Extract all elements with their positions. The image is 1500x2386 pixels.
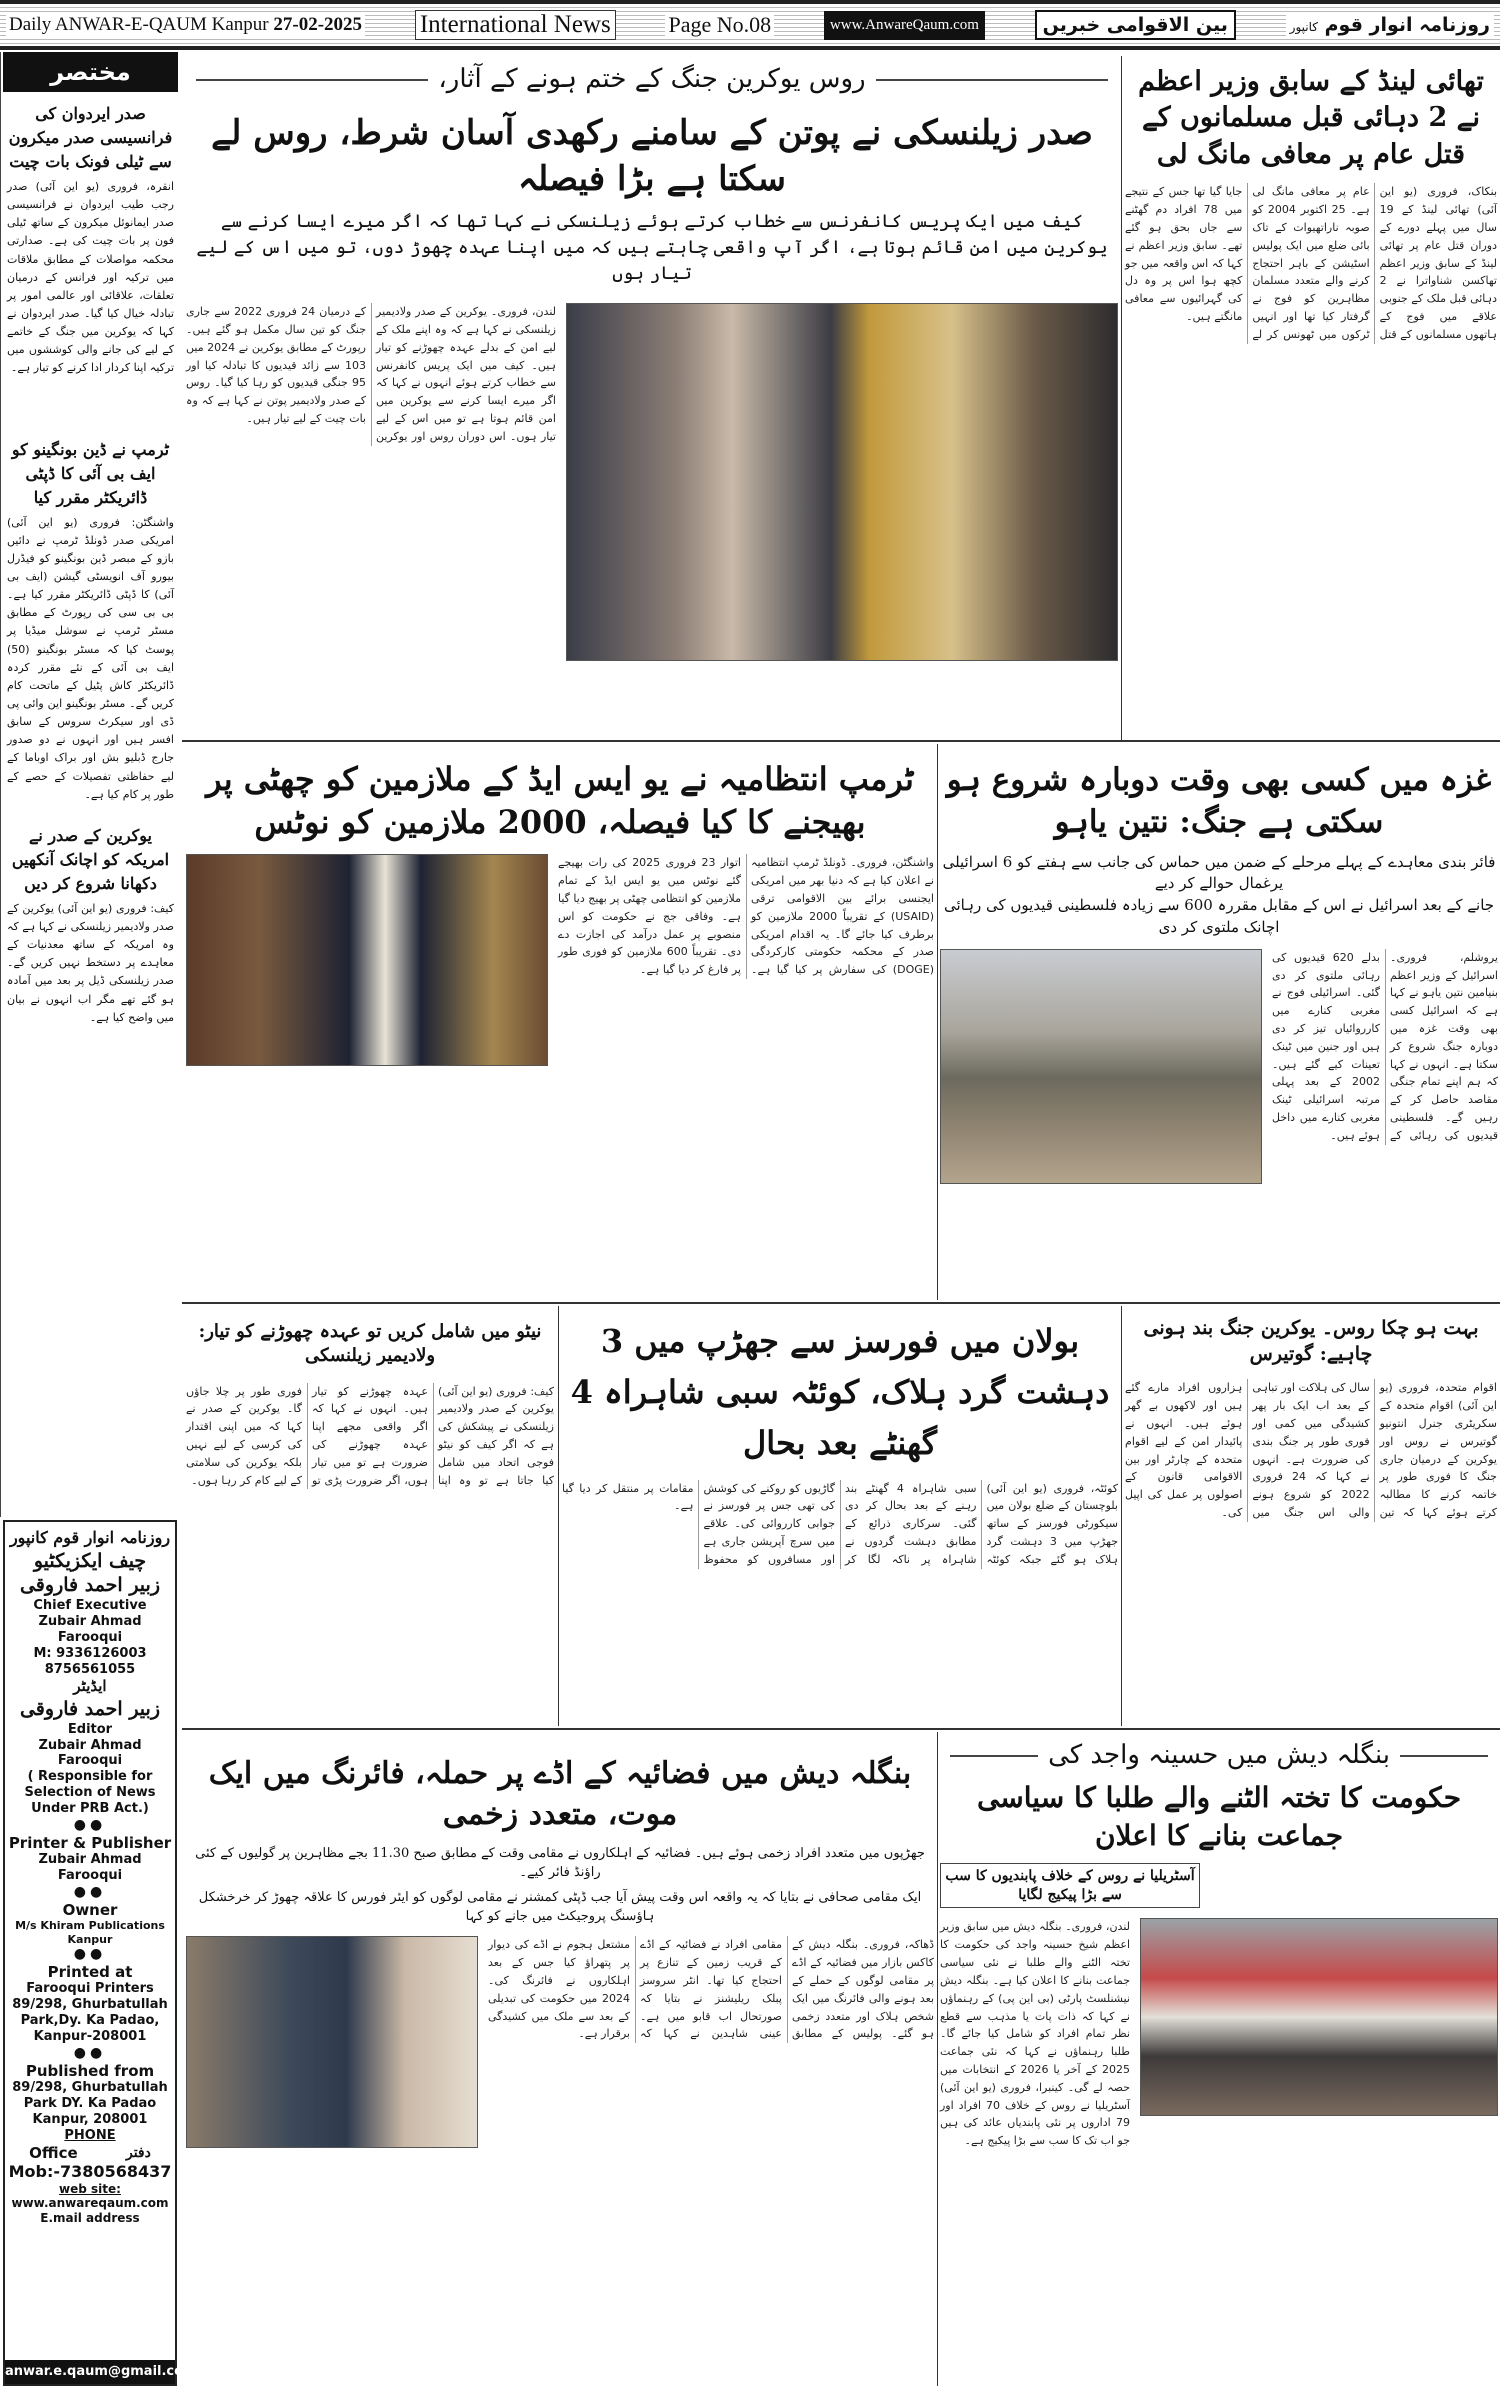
published-label: Published from <box>25 2061 155 2080</box>
column-divider <box>558 1306 559 1726</box>
editor-label: Editor <box>67 1721 113 1737</box>
subheadline-australia: آسٹریلیا نے روس کے خلاف پابندیوں کا سب سے بڑا پیکیج لگایا <box>940 1863 1200 1909</box>
divider-dots: ●● <box>73 1946 107 1963</box>
article-body: لندن، فروری۔ بنگلہ دیش میں سابق وزیر اعظم شیخ حسینہ واجد کی حکومت کا تختہ الٹنے والے طلبا نے نئی سیاسی جماعت بنانے کا اعلان کیا ہے۔ بنگلہ دیش نیشنلسٹ پارٹی (بی این پی) کے رہنماؤں نے کہا کہ ذات پات یا مذہب سے قطع نظر تمام افراد کو شامل کیا جائے گا۔ طلبا رہنماؤں نے کہا کہ نئی جماعت 2025 کے آخر یا 2026 کے انتخابات میں حصہ لے گی۔ کینبرا، فروری (یو این آئی) آسٹریلیا نے روس کے خلاف 70 افراد اور 79 اداروں پر نئی پابندیاں عائد کی ہیں جو اب تک کا سب سے بڑا پیکیج ہے۔ <box>940 1920 1130 2148</box>
brief-headline: یوکرین کے صدر نے امریکہ کو اچانک آنکھیں دکھانا شروع کر دیں <box>11 825 170 893</box>
article-body: بنکاک، فروری (یو این آئی) تھائی لینڈ کے 19 سال میں پہلے دورے کے دوران قتل عام پر تھائی لینڈ کے سابق وزیر اعظم تھاکسن شناواترا نے 2 دہائی قبل ملک کے جنوبی علاقے میں فوج کے ہاتھوں مسلمانوں کے قتل عام پر معافی مانگ لی ہے۔ 25 اکتوبر 2004 کو صوبہ ناراتھیوات کے تاک بائی ضلع میں ایک پولیس اسٹیشن کے باہر احتجاج کرنے والے متعدد مسلمان مظاہرین کو فوج نے گرفتار کیا تھا اور انہیں ٹرکوں میں ٹھونس کر لے جایا گیا تھا جس کے نتیجے میں 78 افراد دم گھٹنے سے جاں بحق ہو گئے تھے۔ سابق وزیر اعظم نے کہا کہ اس واقعہ میں جو کچھ ہوا اس پر وہ دل کی گہرائیوں سے معافی مانگتے ہیں۔ <box>1125 185 1497 341</box>
masthead <box>0 0 1500 50</box>
web-link[interactable]: www.anwareqaum.com <box>11 2196 169 2211</box>
article-bangladesh-airbase <box>186 1732 934 2148</box>
subheadline: فائر بندی معاہدے کے پہلے مرحلے کے ضمن میں حماس کی جانب سے ہفتے کو 6 اسرائیلی یرغمال حوالے کر دیے <box>942 852 1496 893</box>
article-body: یروشلم، فروری۔ اسرائیل کے وزیر اعظم بنیامین نتین یاہو نے کہا ہے کہ اسرائیل کسی بھی وقت غزہ میں دوبارہ جنگ شروع کر سکتا ہے۔ انہوں نے کہا کہ ہم اپنے تمام جنگی مقاصد حاصل کر کے رہیں گے۔ فلسطینی قیدیوں کی رہائی کے بدلے 620 قیدیوں کی رہائی ملتوی کر دی گئی۔ اسرائیلی فوج نے مغربی کنارے میں کارروائیاں تیز کر دی ہیں اور جنین میں ٹینک تعینات کیے گئے ہیں۔ 2002 کے بعد پہلی مرتبہ اسرائیلی ٹینک مغربی کنارے میں داخل ہوئے ہیں۔ <box>1272 950 1498 1142</box>
brief-item <box>1 102 180 378</box>
section-title-urdu: بین الاقوامی خبریں <box>1035 10 1236 40</box>
headline: نیٹو میں شامل کریں تو عہدہ چھوڑنے کو تیار: ولادیمیر زیلنسکی <box>198 1321 542 1367</box>
article-bolan <box>562 1306 1118 1569</box>
column-divider <box>1121 56 1122 740</box>
headline: بنگلہ دیش میں فضائیہ کے اڈے پر حملہ، فائرنگ میں ایک موت، متعدد زخمی <box>208 1756 912 1832</box>
subheadline: ایک مقامی صحافی نے بتایا کہ یہ واقعہ اس وقت پیش آیا جب ڈپٹی کمشنر نے مقامی لوگوں کو ایئر فورس کا علاقہ چھوڑ کر خرخشکل ہاؤسنگ پروجیکٹ میں جانے کو کہا <box>198 1889 922 1924</box>
printed-label: Printed at <box>47 1963 133 1982</box>
office-label: Office <box>29 2143 78 2162</box>
column-divider <box>1121 1306 1122 1726</box>
ce-label: Chief Executive <box>33 1598 147 1614</box>
published-address: 89/298, Ghurbatullah Park DY. Ka Padao Kanpur, 208001 <box>12 2080 168 2127</box>
headline: ٹرمپ انتظامیہ نے یو ایس ایڈ کے ملازمین کو چھٹی پر بھیجنے کا کیا فیصلہ، 2000 ملازمین کو نوٹس <box>206 760 914 842</box>
photo-putin-zelensky <box>566 303 1118 661</box>
row-divider <box>182 1728 1500 1730</box>
headline: حکومت کا تختہ الٹنے والے طلبا کا سیاسی جماعت بنانے کا اعلان <box>976 1781 1462 1852</box>
ce-urdu: چیف ایکزیکٹیو <box>33 1549 147 1572</box>
headline: بہت ہو چکا روس۔ یوکرین جنگ بند ہونی چاہیے: گوتیرس <box>1143 1317 1479 1365</box>
phone-label: PHONE <box>64 2127 116 2143</box>
article-body: کیف: فروری (یو این آئی) یوکرین کے صدر ولادیمیر زیلنسکی نے پیشکش کی ہے کہ اگر کیف کو نیٹو فوجی اتحاد میں شامل کیا جاتا ہے تو وہ اپنا عہدہ چھوڑنے کو تیار ہیں۔ انہوں نے کہا کہ اگر واقعی مجھے اپنا عہدہ چھوڑنے کی ضرورت ہے تو میں تیار ہوں، اگر ضرورت پڑی تو فوری طور پر چلا جاؤں گا۔ یوکرین کے صدر نے کہا کہ میں اپنی اقتدار کی کرسی کے لیے نہیں بلکہ یوکرین کی سلامتی کے لیے کام کر رہا ہوں۔ <box>186 1384 554 1487</box>
row-divider <box>182 1302 1500 1304</box>
email-link[interactable]: anwar.e.qaum@gmail.com <box>5 2360 175 2384</box>
divider-dots: ●● <box>73 1816 107 1833</box>
article-usaid <box>186 744 934 1066</box>
article-nato-zelensky <box>186 1306 554 1489</box>
mobile-2: 8756561055 <box>44 1661 136 1677</box>
subheadline: جھڑپوں میں متعدد افراد زخمی ہوئے ہیں۔ فضائیہ کے اہلکاروں نے مقامی وقت کے مطابق صبح 11.30 بجے مظاہرین پر گولیوں کے کئی راؤنڈ فائر کیے۔ <box>195 1846 925 1880</box>
printer-name: Farooqui Printers <box>26 1981 154 1997</box>
ce-name: Zubair Ahmad Farooqui <box>38 1614 142 1645</box>
brief-body: کیف: فروری (یو این آئی) یوکرین کے صدر ولادیمیر زیلنسکی نے کہا ہے کہ وہ امریکہ کے ساتھ معدنیات کے معاہدے پر دستخط نہیں کریں گے۔ صدر زیلنسکی ڈیل پر بعد میں آمادہ ہو گئے تھے مگر اب انہوں نے بیان میں واضح کیا ہے۔ <box>7 901 174 1024</box>
article-thailand <box>1125 56 1497 344</box>
editor-name-urdu: زبیر احمد فاروقی <box>19 1697 161 1720</box>
row-divider <box>182 740 1500 742</box>
article-body: واشنگٹن، فروری۔ ڈونلڈ ٹرمپ انتظامیہ نے اعلان کیا ہے کہ دنیا بھر میں امریکی ایجنسی برائے بین الاقوامی ترقی (USAID) کے تقریباً 2000 ملازمین کو برطرف کیا جائے گا۔ یہ اقدام امریکی صدر کے محکمہ حکومتی کارکردگی (DOGE) کی سفارش پر کیا گیا ہے۔ اتوار 23 فروری 2025 کی رات بھیجے گئے نوٹس میں یو ایس ایڈ کے تمام ملازمین کو انتظامی چھٹی پر بھیج دیا گیا ہے۔ وفاقی جج نے حکومت کو اس منصوبے پر عمل درآمد کی اجازت دے دی۔ تقریباً 600 ملازمین کو فوری طور پر فارغ کر دیا گیا ہے۔ <box>558 856 934 977</box>
issue-date: 27-02-2025 <box>273 14 363 35</box>
article-gaza <box>940 744 1498 1184</box>
article-body: کوئٹہ، فروری (یو این آئی) بلوچستان کے ضلع بولان میں سیکورٹی فورسز کے ساتھ جھڑپ میں 3 دہشت گرد ہلاک ہو گئے جبکہ کوئٹہ سبی شاہراہ 4 گھنٹے بند رہنے کے بعد بحال کر دی گئی۔ سرکاری ذرائع کے مطابق دہشت گردوں نے شاہراہ پر ناکہ لگا کر گاڑیوں کو روکنے کی کوشش کی تھی جس پر فورسز نے جوابی کارروائی کی۔ علاقے میں سرچ آپریشن جاری ہے اور مسافروں کو محفوظ مقامات پر منتقل کر دیا گیا ہے۔ <box>562 1481 1118 1566</box>
email-label: E.mail address <box>40 2210 140 2225</box>
page-number: Page No.08 <box>665 12 774 38</box>
headline: بولان میں فورسز سے جھڑپ میں 3 دہشت گرد ہلاک، کوئٹہ سبی شاہراہ 4 گھنٹے بعد بحال <box>570 1322 1110 1463</box>
paper-name: Daily ANWAR-E-QAUM Kanpur 27-02-2025 <box>6 14 365 36</box>
website-link[interactable]: www.AnwareQaum.com <box>824 11 985 40</box>
imprint-logo: روزنامہ انوار قوم کانپور <box>9 1528 171 1547</box>
pp-label: Printer & Publisher <box>8 1833 172 1852</box>
brief-headline: صدر ایردوان کی فرانسیسی صدر میکرون سے ٹیلی فونک بات چیت <box>8 104 173 171</box>
paper-logo: روزنامہ انوار قوم کانپور <box>1286 14 1494 36</box>
briefs-title: مختصر <box>3 52 178 92</box>
sidebar-briefs <box>0 52 180 1517</box>
article-guterres <box>1125 1306 1497 1522</box>
subheadline: کیف میں ایک پریس کانفرنس سے خطاب کرتے ہوئے زیلنسکی نے کہا تھا کہ اگر میرے ایسا کرنے سے یوکرین میں امن قائم ہوتا ہے، اگر آپ واقعی چاہتے ہیں کہ میں اپنا عہدہ چھوڑ دوں، تو میں اس کے لیے تیار ہوں <box>196 210 1108 285</box>
section-title: International News <box>415 10 616 40</box>
article-body: ڈھاکہ، فروری۔ بنگلہ دیش کے کاکس بازار میں فضائیہ کے اڈے پر مقامی لوگوں کے حملے کے بعد ہونے والی فائرنگ میں ایک شخص ہلاک اور متعدد زخمی ہو گئے۔ پولیس کے مطابق مقامی افراد نے فضائیہ کے اڈے کے قریب زمین کے تنازع پر احتجاج کیا تھا۔ انٹر سروسز پبلک ریلیشنز نے بتایا کہ صورتحال اب قابو میں ہے۔ عینی شاہدین نے کہا کہ مشتعل ہجوم نے اڈے کی دیوار پر پتھراؤ کیا جس کے بعد اہلکاروں نے فائرنگ کی۔ 2024 میں حکومت کی تبدیلی کے بعد سے ملک میں کشیدگی برقرار ہے۔ <box>488 1938 934 2041</box>
brief-item <box>1 824 180 1027</box>
office-urdu: دفتر <box>125 2144 151 2161</box>
divider-dots: ●● <box>73 1883 107 1900</box>
article-body: اقوام متحدہ، فروری (یو این آئی) اقوام متحدہ کے سکریٹری جنرل انتونیو گوتیرس نے روس اور یوکرین کے درمیان جاری جنگ کا فوری طور پر خاتمہ کرنے کا مطالبہ کرتے ہوئے کہا کہ تین سال کی ہلاکت اور تباہی کے بعد اب ایک بار پھر کشیدگی میں کمی اور فوری طور پر جنگ بندی کی ضرورت ہے۔ انہوں نے کہا کہ 24 فروری 2022 کو شروع ہونے والی اس جنگ میں ہزاروں افراد مارے گئے ہیں اور لاکھوں بے گھر ہوئے ہیں۔ انہوں نے پائیدار امن کے لیے اقوام متحدہ کے چارٹر اور بین الاقوامی قانون کے اصولوں پر عمل کی اپیل کی۔ <box>1125 1381 1497 1519</box>
kicker: بنگلہ دیش میں حسینہ واجد کی <box>940 1738 1498 1773</box>
kicker: روس یوکرین جنگ کے ختم ہونے کے آثار، <box>186 56 1118 103</box>
brief-item <box>1 438 180 804</box>
owner-city: Kanpur <box>67 1932 113 1946</box>
office-mobile: Mob:-7380568437 <box>8 2162 172 2182</box>
photo-trump-signing <box>186 854 548 1066</box>
divider-dots: ●● <box>73 2044 107 2061</box>
editor-note: ( Responsible for Selection of News Under PRB Act.) <box>24 1769 156 1816</box>
headline: تھائی لینڈ کے سابق وزیر اعظم نے 2 دہائی قبل مسلمانوں کے قتل عام پر معافی مانگ لی <box>1138 66 1484 170</box>
editor-urdu: ایڈیٹر <box>73 1677 107 1696</box>
headline: غزہ میں کسی بھی وقت دوبارہ شروع ہو سکتی ہے جنگ: نتین یاہو <box>946 762 1492 840</box>
imprint-box <box>3 1520 197 2386</box>
ce-name-urdu: زبیر احمد فاروقی <box>19 1574 161 1597</box>
brief-body: واشنگٹن: فروری (یو این آئی) امریکی صدر ڈونلڈ ٹرمپ نے دائیں بازو کے مبصر ڈین بونگینو کو فیڈرل بیورو آف انویسٹی گیشن (ایف بی آئی) کا ڈپٹی ڈائریکٹر مقرر کیا ہے۔ بی بی سی کی رپورٹ کے مطابق مسٹر ٹرمپ نے سوشل میڈیا پر پوسٹ کیا کہ مسٹر بونگینو (50) ایف بی آئی کے نئے مقرر کردہ ڈائریکٹر کاش پٹیل کے ماتحت کام کریں گے۔ مسٹر بونگینو این وائی پی ڈی اور سیکرٹ سروس کے سابق افسر ہیں اور انہوں نے دو صدور جارج ڈبلیو بش اور براک اوباما کے لیے حفاظتی تفصیلات کے حصے کے طور پر کام کیا ہے۔ <box>7 515 174 801</box>
photo-bangladesh-students <box>1140 1918 1498 2116</box>
article-hasina-students <box>940 1732 1498 2150</box>
article-russia-ukraine <box>186 56 1118 661</box>
owner-name: M/s Khiram Publications <box>15 1919 165 1933</box>
pp-name: Zubair Ahmad Farooqui <box>38 1852 142 1884</box>
printer-address: 89/298, Ghurbatullah Park,Dy. Ka Padao, Kanpur-208001 <box>12 1997 168 2045</box>
article-body: لندن، فروری۔ یوکرین کے صدر ولادیمیر زیلنسکی نے کہا ہے کہ وہ اپنے ملک کے لیے امن کے بدلے عہدہ چھوڑنے کو تیار ہیں۔ کیف میں ایک پریس کانفرنس سے خطاب کرتے ہوئے انہوں نے کہا کہ اگر میرے ایسا کرنے سے یوکرین میں امن قائم ہوتا ہے تو میں اس کے لیے تیار ہوں۔ اس دوران روس اور یوکرین کے درمیان 24 فروری 2022 سے جاری جنگ کو تین سال مکمل ہو گئے ہیں۔ رپورٹ کے مطابق یوکرین نے 2024 میں 103 سے زائد قیدیوں کا تبادلہ کیا اور 95 جنگی قیدیوں کو رہا کیا گیا۔ روس کے صدر ولادیمیر پوتن نے کہا ہے کہ وہ بات چیت کے لیے تیار ہیں۔ <box>186 305 556 443</box>
web-label: web site: <box>59 2181 121 2196</box>
column-divider <box>937 744 938 1300</box>
photo-airbase-soldiers <box>186 1936 478 2148</box>
mobile-1: M: 9336126003 <box>33 1645 147 1661</box>
editor-name: Zubair Ahmad Farooqui <box>38 1737 142 1769</box>
brief-headline: ٹرمپ نے ڈین بونگینو کو ایف بی آئی کا ڈپٹی ڈائریکٹر مقرر کیا <box>11 439 170 507</box>
headline: صدر زیلنسکی نے پوتن کے سامنے رکھدی آسان شرط، روس لے سکتا ہے بڑا فیصلہ <box>211 113 1093 199</box>
column-divider <box>937 1732 938 2386</box>
owner-label: Owner <box>62 1900 118 1919</box>
subheadline: جانے کے بعد اسرائیل نے اس کے مقابل مقررہ 600 سے زیادہ فلسطینی قیدیوں کی رہائی اچانک ملتوی کر دی <box>943 896 1495 936</box>
brief-body: انقرہ، فروری (یو این آئی) صدر رجب طیب ایردوان نے فرانسیسی صدر ایمانوئل میکرون کے ساتھ ٹیلی فون پر بات چیت کی ہے۔ صدارتی محکمہ مواصلات کے مطابق ملاقات میں ترکیہ اور فرانس کے درمیان تعلقات، علاقائی اور عالمی امور پر تبادلہ خیال کیا گیا۔ صدر ایردوان نے کہا کہ یوکرین میں جنگ کے خاتمے کے لیے کی جانے والی کوششوں میں ترکیہ اپنا کردار ادا کرنے کو تیار ہے۔ <box>7 180 174 375</box>
photo-gaza-soldiers <box>940 949 1262 1184</box>
